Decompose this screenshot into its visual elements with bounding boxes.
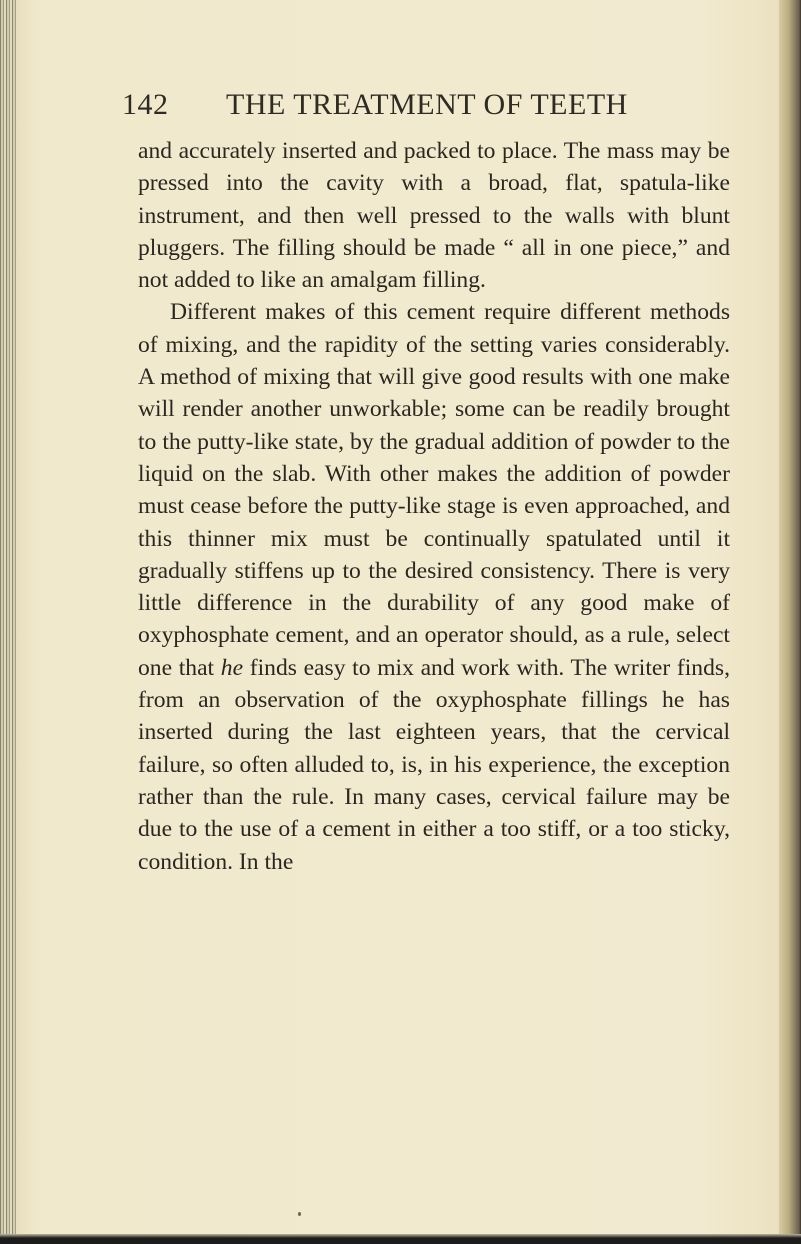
body-text — [138, 135, 730, 878]
paragraph-2-text-b: finds easy to mix and work with. The writer finds, from an observation of the oxyphosphate fillings he has inserted during the last eighteen years, that the cervical failure, so often alluded to, is, in his experience, the exception rather than the rule. In many cases, cervical failure may be due to the use of a cement in either a too stiff, or a too sticky, condition. In the — [138, 654, 730, 875]
paragraph-1: and accurately inserted and packed to place. The mass may be pressed into the cavity with a broad, flat, spatula-like instrument, and then well pressed to the walls with blunt pluggers. The filling should be made “ all in one piece,” and not added to like an amalgam filling. — [138, 138, 730, 294]
page-number: 142 — [122, 88, 169, 121]
running-title: THE TREATMENT OF TEETH — [226, 88, 628, 121]
left-binding-edge — [0, 0, 16, 1244]
bottom-scan-edge — [0, 1234, 801, 1244]
paragraph-2-italic-word: he — [220, 654, 244, 681]
right-page-edge — [779, 0, 801, 1244]
running-header — [122, 88, 682, 122]
paragraph-2 — [138, 296, 730, 877]
paragraph-2-text-a: Different makes of this cement require different methods of mixing, and the rapidity of the setting varies considerably. A method of mixing that will give good results with one make will render another unworkable; some can be readily brought to the putty-like state, by the gradual addition of powder to the liquid on the slab. With other makes the addition of powder must cease before the putty-like stage is even approached, and this thinner mix must be continually spatulated until it gradually stiffens up to the desired consistency. There is very little difference in the durability of any good make of oxyphosphate cement, and an operator should, as a rule, select one that — [138, 299, 730, 681]
ink-speck — [298, 1212, 301, 1216]
